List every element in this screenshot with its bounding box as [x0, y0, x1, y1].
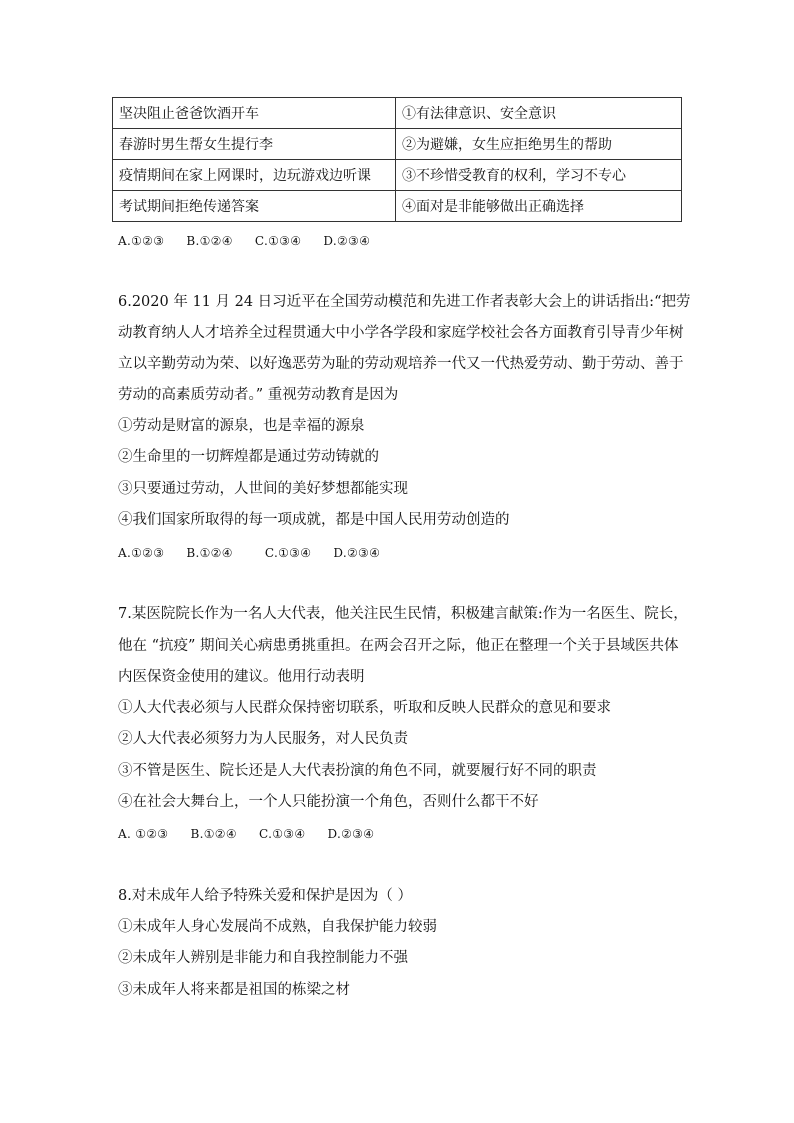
q8-statement: ②未成年人辨别是非能力和自我控制能力不强 [118, 950, 408, 966]
q7-statement: ③不管是医生、院长还是人大代表扮演的角色不同，就要履行好不同的职责 [118, 763, 597, 779]
table-cell-evaluation: ④面对是非能够做出正确选择 [396, 191, 682, 222]
q8-statement: ①未成年人身心发展尚不成熟，自我保护能力较弱 [118, 919, 437, 935]
q7-statement: ①人大代表必须与人民群众保持密切联系，听取和反映人民群众的意见和要求 [118, 700, 611, 716]
q8-stem-line: 8.对未成年人给予特殊关爱和保护是因为（ ） [118, 888, 412, 904]
option-d: D.②③④ [323, 234, 371, 248]
option-b: B.①②④ [190, 827, 237, 841]
option-d: D.②③④ [327, 827, 375, 841]
option-b: B.①②④ [186, 546, 233, 560]
option-b: B.①②④ [186, 234, 233, 248]
q6-statement: ②生命里的一切辉煌都是通过劳动铸就的 [118, 449, 379, 465]
q6-stem-line: 动教育纳人人才培养全过程贯通大中小学各学段和家庭学校社会各方面教育引导青少年树 [118, 325, 684, 341]
q7-statement: ②人大代表必须努力为人民服务，对人民负责 [118, 731, 408, 747]
q6-statement: ①劳动是财富的源泉，也是幸福的源泉 [118, 418, 365, 434]
q6-stem-line: 6.2020 年 11 月 24 日习近平在全国劳动模范和先进工作者表彰大会上的讲话指出:“把劳 [118, 294, 691, 310]
table-cell-behavior: 坚决阻止爸爸饮酒开车 [113, 98, 396, 129]
table-row [113, 191, 682, 222]
q6-options [118, 546, 398, 560]
option-a: A. ①②③ [118, 827, 169, 841]
option-c: C.①③④ [254, 234, 302, 248]
table-row [113, 98, 682, 129]
table-cell-behavior: 疫情期间在家上网课时，边玩游戏边听课 [113, 160, 396, 191]
matching-table [112, 97, 682, 222]
q7-stem-line: 7.某医院院长作为一名人大代表，他关注民生民情，积极建言献策:作为一名医生、院长， [118, 606, 688, 622]
q6-statement: ④我们国家所取得的每一项成就，都是中国人民用劳动创造的 [118, 512, 510, 528]
q7-statement: ④在社会大舞台上，一个人只能扮演一个角色，否则什么都干不好 [118, 794, 539, 810]
option-c: C.①③④ [264, 546, 312, 560]
q8-statement: ③未成年人将来都是祖国的栋梁之材 [118, 982, 350, 998]
q6-statement: ③只要通过劳动，人世间的美好梦想都能实现 [118, 481, 408, 497]
table-cell-evaluation: ②为避嫌，女生应拒绝男生的帮助 [396, 129, 682, 160]
table-row [113, 129, 682, 160]
q5-options [118, 234, 388, 248]
option-a: A.①②③ [118, 546, 165, 560]
q6-stem-line: 立以辛勤劳动为荣、以好逸恶劳为耻的劳动观培养一代又一代热爱劳动、勤于劳动、善于 [118, 356, 684, 372]
q7-stem-line: 内医保资金使用的建议。他用行动表明 [118, 669, 365, 685]
option-a: A.①②③ [118, 234, 165, 248]
option-d: D.②③④ [333, 546, 381, 560]
q7-options [118, 827, 392, 841]
table-cell-evaluation: ③不珍惜受教育的权利，学习不专心 [396, 160, 682, 191]
q7-stem-line: 他在 “抗疫” 期间关心病患勇挑重担。在两会召开之际，他正在整理一个关于县域医共体 [118, 638, 679, 654]
table-cell-evaluation: ①有法律意识、安全意识 [396, 98, 682, 129]
table-cell-behavior: 春游时男生帮女生提行李 [113, 129, 396, 160]
table-cell-behavior: 考试期间拒绝传递答案 [113, 191, 396, 222]
q6-stem-line: 劳动的高素质劳动者。” 重视劳动教育是因为 [118, 387, 399, 403]
table-row [113, 160, 682, 191]
option-c: C.①③④ [259, 827, 306, 841]
